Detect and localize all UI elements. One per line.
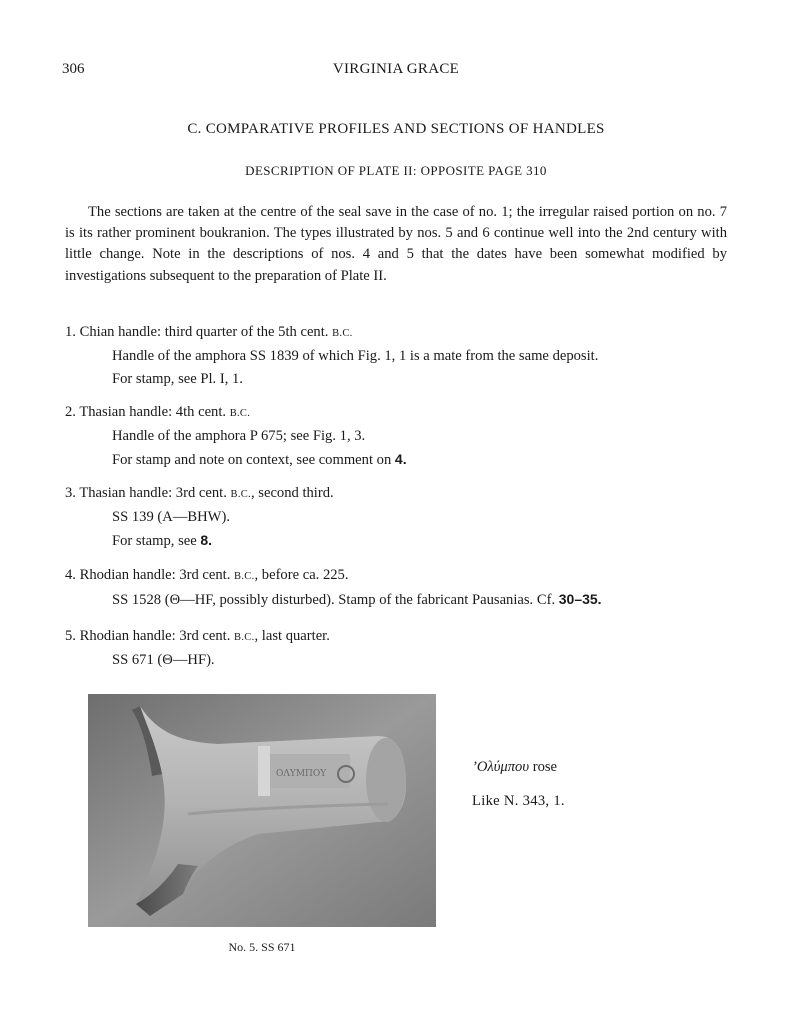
era-label: B.C.: [234, 571, 255, 582]
item-detail-line: [112, 427, 735, 446]
figure-caption: No. 5. SS 671: [228, 940, 296, 954]
item-heading-text: Rhodian handle: 3rd cent.: [79, 628, 231, 644]
item-detail-line: [112, 590, 735, 610]
item-number: 1.: [65, 324, 76, 340]
running-title: VIRGINIA GRACE: [332, 61, 460, 77]
plate-heading: DESCRIPTION OF PLATE II: OPPOSITE PAGE 310: [245, 163, 547, 178]
cross-reference: 30–35.: [558, 591, 602, 607]
item-detail-line: [112, 531, 735, 551]
section-heading: C. COMPARATIVE PROFILES AND SECTIONS OF HANDLES: [187, 121, 605, 137]
era-label: B.C.: [234, 632, 255, 643]
item-detail-text: SS 139 (A—BHW).: [112, 509, 230, 525]
list-item: [65, 403, 735, 470]
item-detail-text: For stamp and note on context, see comment on: [112, 452, 395, 468]
item-number: 3.: [65, 485, 76, 501]
item-detail-text: SS 671 (Θ—HF).: [112, 652, 215, 668]
handle-photograph: [88, 694, 436, 927]
item-heading: [65, 484, 735, 504]
item-number: 2.: [65, 404, 76, 420]
comparison-note: Like N. 343, 1.: [472, 793, 565, 809]
item-heading-suffix: , second third.: [250, 485, 334, 501]
item-heading-text: Thasian handle: 4th cent.: [79, 404, 227, 420]
item-detail-line: [112, 370, 735, 389]
era-label: B.C.: [230, 489, 251, 500]
handle-end: [366, 738, 406, 822]
stamp-edge: [258, 746, 270, 796]
item-detail-text: Handle of the amphora SS 1839 of which Fig. 1, 1 is a mate from the same deposit.: [112, 348, 599, 364]
item-heading: [65, 323, 735, 343]
intro-paragraph: The sections are taken at the centre of the seal save in the case of no. 1; the irregular raised portion on no. 7 is its rather prominent boukranion. The types illustrated by nos. 5 and 6 continue well into the 2nd century with little change. Note in the descriptions of nos. 4 and 5 that the dates have been somewhat modified by investigations subsequent to the preparation of Plate II.: [65, 204, 727, 284]
item-detail-text: For stamp, see Pl. I, 1.: [112, 371, 243, 387]
item-detail-text: For stamp, see: [112, 533, 201, 549]
item-detail-line: [112, 508, 735, 527]
item-heading: [65, 627, 735, 647]
list-item: [65, 484, 735, 551]
item-heading-text: Thasian handle: 3rd cent.: [79, 485, 227, 501]
item-heading-text: Chian handle: third quarter of the 5th cent.: [79, 324, 329, 340]
item-heading-suffix: , before ca. 225.: [254, 567, 349, 583]
stamp-impression: ΟΛΥΜΠΟΥ: [276, 769, 327, 779]
list-item: [65, 627, 735, 670]
cross-reference: 8.: [200, 532, 213, 548]
stamp-legend: ’Ολύμπου: [472, 759, 530, 775]
stamp-device: rose: [532, 759, 558, 775]
item-detail-line: [112, 450, 735, 470]
page-number: 306: [62, 61, 85, 77]
item-number: 4.: [65, 567, 76, 583]
list-item: [65, 566, 735, 610]
item-detail-text: SS 1528 (Θ—HF, possibly disturbed). Stamp of the fabricant Pausanias. Cf.: [112, 592, 559, 608]
item-detail-line: [112, 347, 735, 366]
item-heading-suffix: , last quarter.: [254, 628, 330, 644]
stamp-reading: [472, 759, 557, 776]
item-heading: [65, 403, 735, 423]
era-label: B.C.: [332, 328, 353, 339]
item-detail-text: Handle of the amphora P 675; see Fig. 1, 3.: [112, 428, 366, 444]
list-item: [65, 323, 735, 389]
amphora-handle-image: [88, 694, 436, 927]
item-number: 5.: [65, 628, 76, 644]
item-detail-line: [112, 651, 735, 670]
item-heading-text: Rhodian handle: 3rd cent.: [79, 567, 231, 583]
item-heading: [65, 566, 735, 586]
era-label: B.C.: [229, 408, 251, 419]
cross-reference: 4.: [394, 451, 407, 467]
